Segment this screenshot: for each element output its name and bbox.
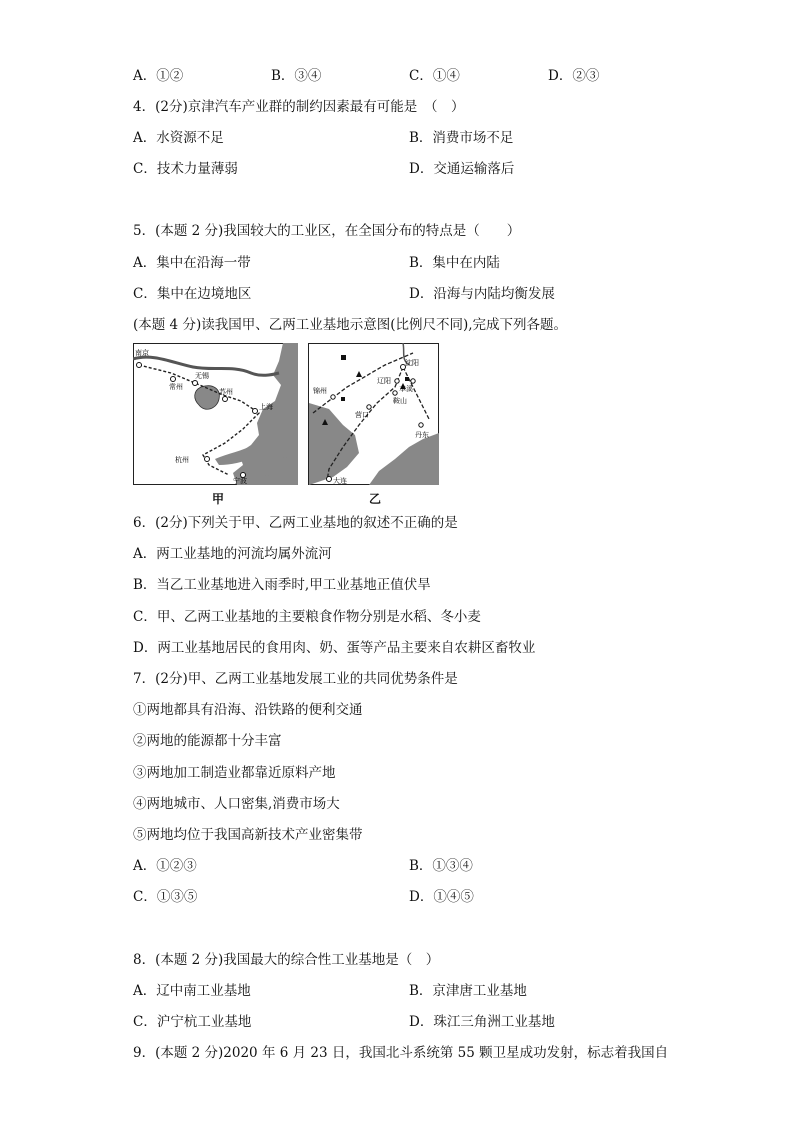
q9-stem: 9．(本题 2 分)2020 年 6 月 23 日，我国北斗系统第 55 颗卫星成功发射，标志着我国自 [133, 1045, 669, 1061]
q5-option-c: C．集中在边境地区 [133, 286, 252, 302]
q7-statement: ③两地加工制造业都靠近原料产地 [133, 765, 336, 781]
q4-option-c: C．技术力量薄弱 [133, 161, 238, 177]
q3-option-b: B．③④ [271, 68, 322, 84]
q3-option-d: D．②③ [548, 68, 600, 84]
map-label: 沈阳 [405, 359, 419, 367]
q4-stem: 4．(2分)京津汽车产业群的制约因素最有可能是 （ ） [133, 99, 465, 115]
q7-option-a: A．①②③ [133, 858, 197, 874]
q7-option-d: D．①④⑤ [409, 889, 474, 905]
map-label: 南京 [135, 349, 149, 357]
q3-option-c: C．①④ [409, 68, 460, 84]
map-label: 丹东 [415, 431, 429, 439]
map-caption-yi: 乙 [369, 492, 382, 506]
map-figure [133, 343, 439, 490]
q4-option-a: A．水资源不足 [133, 130, 224, 146]
q4-option-d: D．交通运输落后 [409, 161, 515, 177]
q7-option-b: B．①③④ [409, 858, 473, 874]
q6-option-c: C．甲、乙两工业基地的主要粮食作物分别是水稻、冬小麦 [133, 609, 481, 625]
q5-stem: 5．(本题 2 分)我国较大的工业区，在全国分布的特点是（ ） [133, 223, 521, 239]
q6-option-a: A．两工业基地的河流均属外流河 [133, 546, 332, 562]
industrial-base-maps [133, 343, 439, 486]
q8-option-d: D．珠江三角洲工业基地 [409, 1014, 555, 1030]
q5-option-b: B．集中在内陆 [409, 255, 500, 271]
q4-option-b: B．消费市场不足 [409, 130, 514, 146]
map-caption-jia: 甲 [212, 492, 225, 506]
map-label: 锦州 [313, 387, 327, 395]
map-label: 鞍山 [393, 397, 407, 405]
map-label: 大连 [333, 477, 347, 485]
map-label: 杭州 [175, 456, 189, 464]
q7-option-c: C．①③⑤ [133, 889, 198, 905]
map-label: 常州 [169, 383, 183, 391]
q8-stem: 8．(本题 2 分)我国最大的综合性工业基地是（ ） [133, 952, 440, 968]
q6-stem: 6．(2分)下列关于甲、乙两工业基地的叙述不正确的是 [133, 515, 458, 531]
q6-option-d: D．两工业基地居民的食用肉、奶、蛋等产品主要来自农耕区畜牧业 [133, 640, 536, 656]
q5-option-a: A．集中在沿海一带 [133, 255, 251, 271]
map-label: 本溪 [399, 385, 413, 393]
q7-statement: ④两地城市、人口密集,消费市场大 [133, 796, 340, 812]
q8-option-b: B．京津唐工业基地 [409, 983, 527, 999]
q5-option-d: D．沿海与内陆均衡发展 [409, 286, 555, 302]
map-label: 宁波 [233, 477, 247, 485]
q3-option-a: A．①② [133, 68, 184, 84]
q7-statement: ②两地的能源都十分丰富 [133, 733, 282, 749]
q8-option-c: C．沪宁杭工业基地 [133, 1014, 252, 1030]
q7-statement: ⑤两地均位于我国高新技术产业密集带 [133, 827, 363, 843]
q6-option-b: B．当乙工业基地进入雨季时,甲工业基地正值伏旱 [133, 577, 431, 593]
q8-option-a: A．辽中南工业基地 [133, 983, 251, 999]
map-label: 无锡 [195, 372, 209, 380]
map-label: 上海 [259, 403, 273, 411]
map-label: 苏州 [219, 388, 233, 396]
q7-stem: 7．(2分)甲、乙两工业基地发展工业的共同优势条件是 [133, 671, 458, 687]
group-intro: (本题 4 分)读我国甲、乙两工业基地示意图(比例尺不同),完成下列各题。 [133, 317, 568, 333]
map-jia [133, 343, 298, 485]
q7-statement: ①两地都具有沿海、沿铁路的便利交通 [133, 702, 363, 718]
map-label: 营口 [355, 411, 369, 419]
map-label: 辽阳 [377, 377, 391, 385]
map-yi [309, 343, 440, 485]
